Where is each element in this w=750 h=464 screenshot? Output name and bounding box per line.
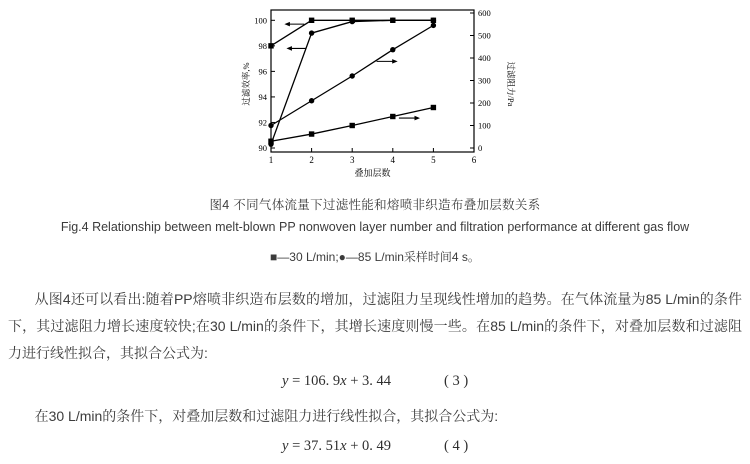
- equation-4: [0, 438, 750, 458]
- paragraph-1: 从图4还可以看出:随着PP熔喷非织造布层数的增加，过滤阻力呈现线性增加的趋势。在气体流量为85 L/min的条件下，其过滤阻力增长速度较快;在30 L/min的条件下，其增长速度则慢一些。在85 L/min的条件下，对叠加层数和过滤阻力进行线性拟合，其拟合公式为:: [8, 291, 742, 361]
- svg-text:96: 96: [258, 66, 267, 77]
- plot-frame: [271, 10, 474, 152]
- svg-text:94: 94: [258, 91, 267, 102]
- eq4-mid: = 37. 51: [288, 438, 341, 454]
- equation-3-number: ( 3 ): [444, 373, 469, 389]
- svg-text:500: 500: [478, 30, 491, 41]
- figure-caption-en: Fig.4 Relationship between melt-blown PP nonwoven layer number and filtration performance at different gas flow: [60, 220, 690, 234]
- svg-text:0: 0: [478, 143, 483, 153]
- svg-text:4: 4: [390, 155, 396, 165]
- eq3-tail: + 3. 44: [346, 373, 391, 389]
- svg-text:98: 98: [258, 40, 267, 51]
- svg-text:5: 5: [431, 155, 436, 165]
- paragraph-2: 在30 L/min的条件下，对叠加层数和过滤阻力进行线性拟合，其拟合公式为:: [34, 408, 499, 424]
- svg-text:400: 400: [478, 53, 491, 63]
- y-axis-left: [241, 15, 275, 153]
- eq4-var-y: y: [282, 438, 289, 454]
- series-lines: [268, 18, 436, 147]
- y-axis-right-title: 过滤阻力/Pa: [506, 61, 516, 107]
- svg-text:92: 92: [258, 117, 267, 128]
- equation-3: [0, 373, 750, 393]
- svg-text:300: 300: [478, 75, 491, 86]
- svg-text:90: 90: [258, 143, 267, 153]
- equation-3-body: [282, 373, 391, 390]
- eq3-mid: = 106. 9: [288, 373, 341, 389]
- y-axis-left-title: 过滤效率,%: [241, 62, 251, 106]
- x-axis-title: 叠加层数: [354, 168, 391, 178]
- y-axis-right: [470, 8, 516, 153]
- equation-4-number: ( 4 ): [444, 438, 469, 454]
- figure-legend: ■—30 L/min;●—85 L/min采样时间4 s。: [270, 250, 480, 264]
- equation-4-body: [282, 438, 391, 455]
- svg-text:200: 200: [478, 98, 491, 108]
- svg-text:600: 600: [478, 8, 491, 18]
- svg-text:6: 6: [471, 155, 477, 165]
- eq4-tail: + 0. 49: [346, 438, 391, 454]
- figure-caption-zh: 图4 不同气体流量下过滤性能和熔喷非织造布叠加层数关系: [209, 198, 541, 212]
- svg-text:1: 1: [268, 155, 274, 165]
- eq3-var-x: x: [340, 373, 347, 389]
- eq4-var-x: x: [340, 438, 347, 454]
- svg-text:2: 2: [309, 155, 314, 165]
- svg-text:100: 100: [478, 120, 491, 131]
- svg-text:100: 100: [254, 15, 267, 26]
- svg-text:3: 3: [349, 155, 355, 165]
- eq3-var-y: y: [282, 373, 289, 389]
- line-chart: [237, 0, 527, 185]
